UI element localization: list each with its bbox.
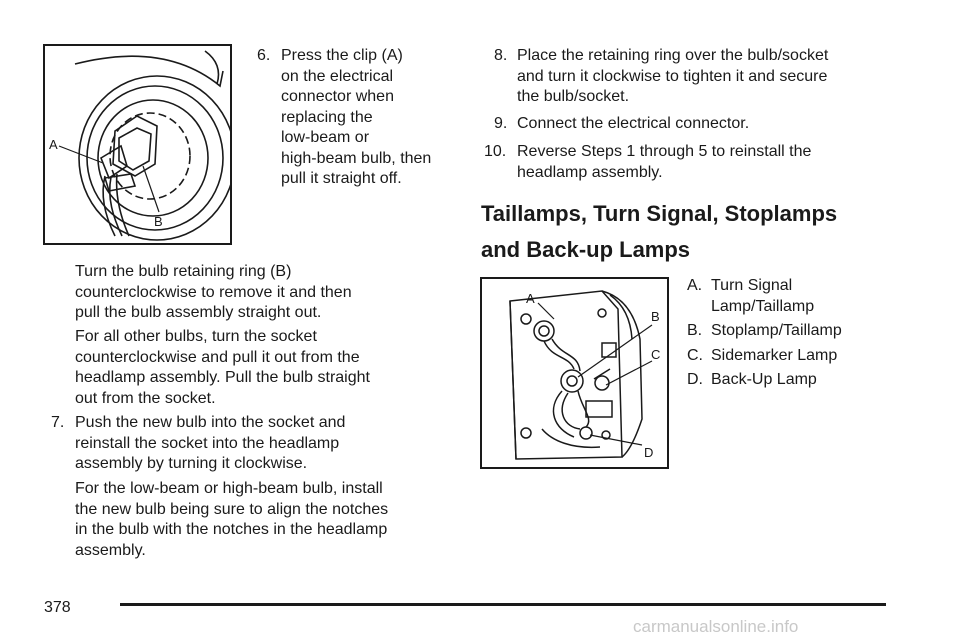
- step-10-number: 10.: [484, 143, 507, 160]
- other-bulbs-paragraph: [75, 327, 455, 409]
- legend-label-line: Turn Signal: [711, 277, 793, 294]
- step-7-line: assembly by turning it clockwise.: [75, 455, 308, 472]
- lowbeam-line: in the bulb with the notches in the headlamp: [75, 521, 388, 538]
- step-6-text: [281, 46, 456, 190]
- taillamp-figure: [480, 277, 669, 469]
- step-6-line: Press the clip (A): [281, 47, 403, 64]
- lowbeam-paragraph: [75, 479, 465, 561]
- taillamp-legend: [687, 276, 917, 395]
- step-6-line: on the electrical: [281, 67, 394, 85]
- legend-item: [687, 370, 917, 391]
- legend-item: [687, 321, 917, 342]
- other-bulbs-line: out from the socket.: [75, 389, 216, 407]
- watermark: carmanualsonline.info: [633, 617, 799, 636]
- step-8-line: the bulb/socket.: [517, 88, 630, 105]
- callout-c: C: [651, 347, 661, 362]
- legend-label: [711, 276, 814, 317]
- step-8-line: Place the retaining ring over the bulb/socket: [517, 47, 829, 64]
- lowbeam-line: For the low-beam or high-beam bulb, install: [75, 480, 383, 497]
- step-6-number: 6.: [257, 47, 271, 64]
- legend-label: Stoplamp/Taillamp: [711, 322, 842, 339]
- legend-label: Back-Up Lamp: [711, 371, 817, 388]
- taillamp-illustration: [482, 279, 667, 467]
- legend-item: [687, 346, 917, 367]
- legend-label-line: Lamp/Taillamp: [711, 297, 815, 315]
- other-bulbs-line: headlamp assembly. Pull the bulb straight: [75, 369, 370, 386]
- legend-letter: A.: [687, 277, 703, 294]
- section-heading: [481, 196, 911, 268]
- callout-d: D: [644, 445, 654, 460]
- step-6-line: connector when: [281, 88, 394, 105]
- headlamp-bulb-figure: [43, 44, 232, 245]
- step-6-line: low-beam or: [281, 129, 370, 146]
- legend-letter: D.: [687, 371, 703, 388]
- legend-letter: B.: [687, 322, 703, 339]
- ring-paragraph-line: counterclockwise to remove it and then: [75, 283, 352, 301]
- other-bulbs-line: For all other bulbs, turn the socket: [75, 328, 317, 345]
- step-7-text: [75, 413, 455, 475]
- callout-a: A: [526, 291, 535, 306]
- ring-paragraph-line: Turn the bulb retaining ring (B): [75, 263, 292, 280]
- callout-a: A: [49, 137, 58, 152]
- callout-b: B: [154, 214, 163, 229]
- footer-rule: [120, 603, 886, 606]
- lowbeam-line: the new bulb being sure to align the notches: [75, 500, 389, 518]
- step-9-number: 9.: [494, 115, 508, 132]
- lowbeam-line: assembly.: [75, 541, 146, 559]
- step-9-line: Connect the electrical connector.: [517, 115, 750, 132]
- legend-label: Sidemarker Lamp: [711, 346, 838, 364]
- legend-letter: C.: [687, 346, 703, 364]
- step-6-line: replacing the: [281, 108, 373, 126]
- step-8-number: 8.: [494, 47, 508, 64]
- legend-item: [687, 276, 917, 317]
- step-7-line: reinstall the socket into the headlamp: [75, 434, 340, 452]
- section-heading-line: Taillamps, Turn Signal, Stoplamps: [481, 201, 838, 226]
- step-6-line: high-beam bulb, then: [281, 149, 432, 167]
- ring-paragraph-line: pull the bulb assembly straight out.: [75, 304, 322, 321]
- page-number: 378: [44, 599, 71, 616]
- step-7-line: Push the new bulb into the socket and: [75, 414, 346, 431]
- step-10-line: headlamp assembly.: [517, 163, 663, 181]
- step-9-text: [517, 114, 917, 135]
- headlamp-illustration: [45, 46, 230, 243]
- callout-b: B: [651, 309, 660, 324]
- other-bulbs-line: counterclockwise and pull it out from the: [75, 348, 360, 366]
- step-8-line: and turn it clockwise to tighten it and secure: [517, 67, 828, 85]
- step-7-number: 7.: [51, 414, 65, 431]
- ring-paragraph: [75, 262, 455, 324]
- step-10-text: [517, 142, 917, 183]
- step-10-line: Reverse Steps 1 through 5 to reinstall the: [517, 143, 812, 160]
- step-6-line: pull it straight off.: [281, 170, 402, 187]
- step-8-text: [517, 46, 917, 108]
- section-heading-line: and Back-up Lamps: [481, 237, 691, 262]
